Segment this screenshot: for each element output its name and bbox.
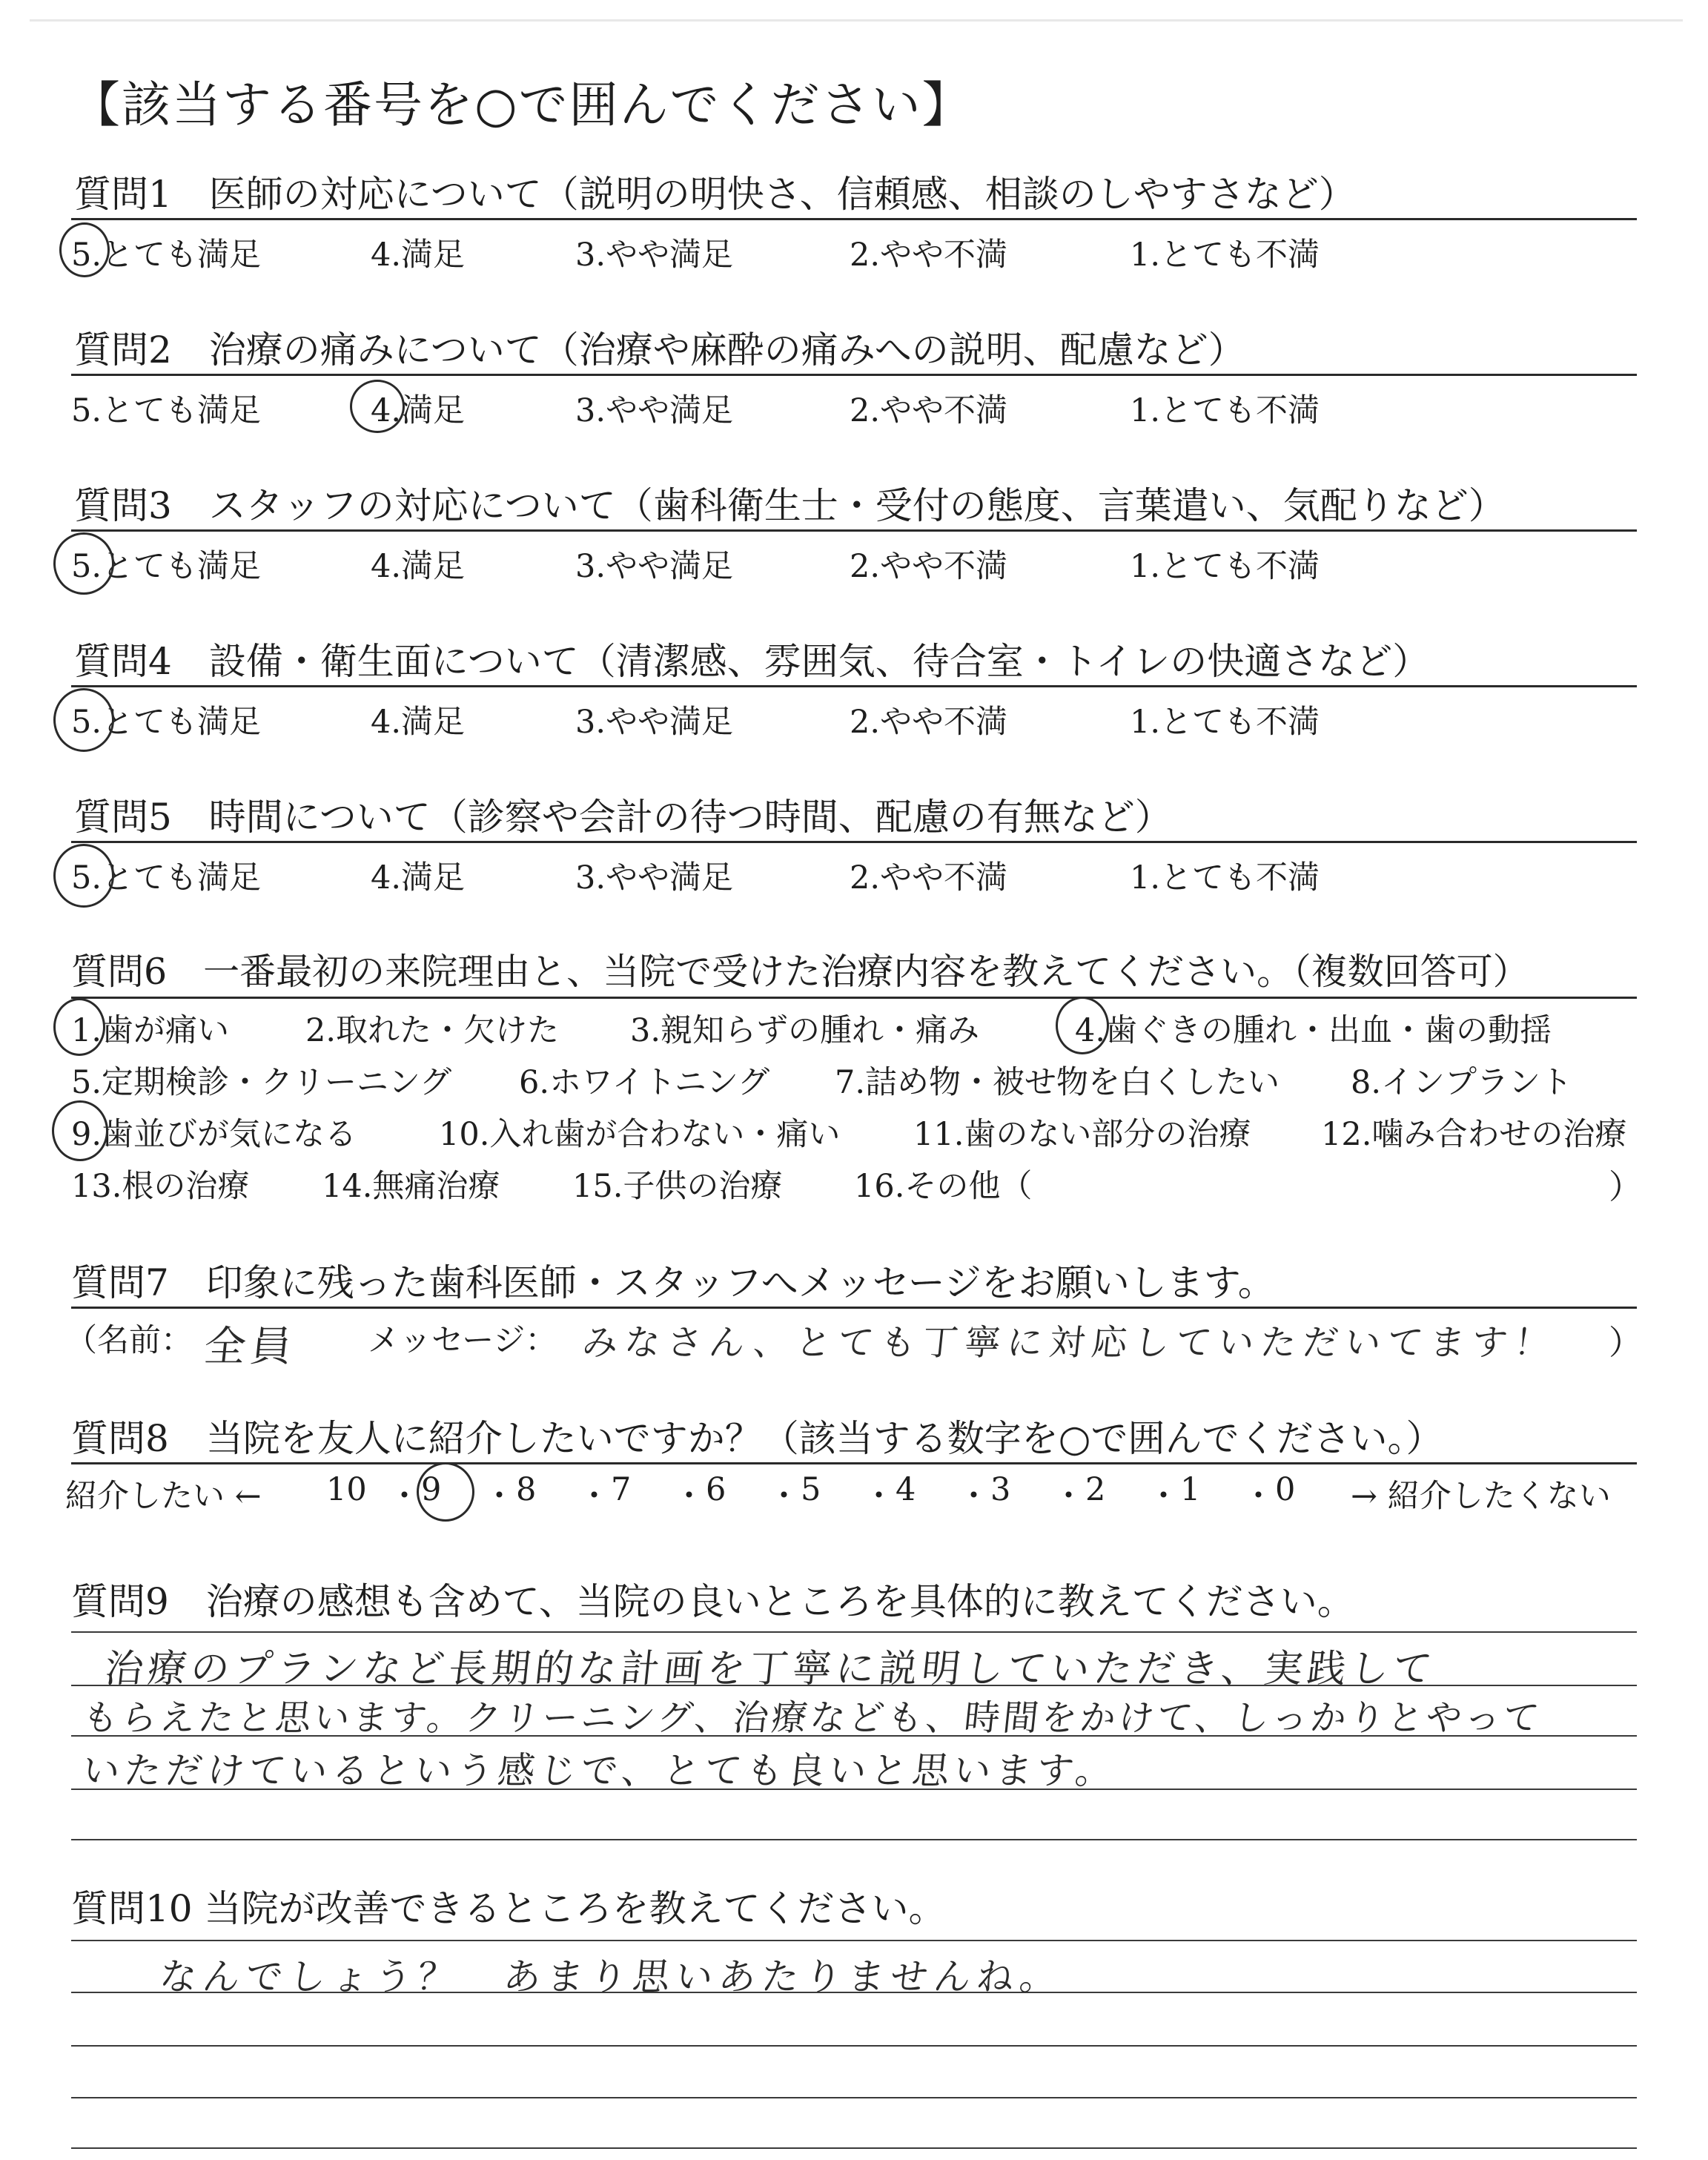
q8-right-label: → 紹介したくない	[1351, 1478, 1611, 1515]
q3-circle-mark	[53, 532, 114, 595]
q6-option-2[interactable]: 2.取れた・欠けた	[305, 1012, 560, 1049]
q2-option-1[interactable]: 1.とても不満	[1130, 392, 1320, 429]
q8-scale-0[interactable]: 0	[1275, 1471, 1296, 1508]
q4-option-2[interactable]: 2.やや不満	[850, 704, 1008, 741]
q5-option-4[interactable]: 4.満足	[371, 859, 466, 896]
q9-answer-line-3[interactable]: いただけているという感じで、とても良いと思います。	[80, 1749, 1119, 1792]
q8-scale-7[interactable]: 7	[611, 1471, 632, 1508]
q7-rule	[71, 1307, 1637, 1309]
q9-line-5	[71, 1839, 1637, 1840]
q5-rule	[71, 841, 1637, 843]
q10-title: 質問10 当院が改善できるところを教えてください。	[71, 1887, 946, 1930]
q3-option-3[interactable]: 3.やや満足	[575, 548, 734, 585]
q7-message-label: メッセージ：	[368, 1322, 557, 1359]
q8-scale-8[interactable]: 8	[516, 1471, 537, 1508]
q2-rule	[71, 374, 1637, 376]
q6-option-14[interactable]: 14.無痛治療	[322, 1168, 500, 1205]
q2-circle-mark	[350, 380, 405, 433]
q6-circle-mark-1	[53, 998, 105, 1056]
q8-scale-separator: ・	[958, 1478, 990, 1515]
q6-option-4[interactable]: 4.歯ぐきの腫れ・出血・歯の動揺	[1075, 1012, 1552, 1049]
q2-option-3[interactable]: 3.やや満足	[575, 392, 734, 429]
q1-option-4[interactable]: 4.満足	[371, 237, 466, 274]
q3-option-2[interactable]: 2.やや不満	[850, 548, 1008, 585]
q5-option-3[interactable]: 3.やや満足	[575, 859, 734, 896]
q8-scale-separator: ・	[673, 1478, 705, 1515]
q1-option-1[interactable]: 1.とても不満	[1130, 237, 1320, 274]
q5-option-5[interactable]: 5.とても満足	[71, 859, 262, 896]
q8-circle-mark-9	[417, 1462, 474, 1522]
q8-scale-separator: ・	[483, 1478, 515, 1515]
q6-circle-mark-9	[52, 1100, 108, 1161]
q6-option-3[interactable]: 3.親知らずの腫れ・痛み	[630, 1012, 980, 1049]
q3-title: 質問3 スタッフの対応について（歯科衛生士・受付の態度、言葉遣い、気配りなど）	[74, 484, 1506, 527]
q8-scale-1[interactable]: 1	[1180, 1471, 1201, 1508]
q8-rule	[71, 1462, 1637, 1464]
q8-scale-9[interactable]: 9	[421, 1471, 442, 1508]
q10-line-4	[71, 2097, 1637, 2098]
q3-rule	[71, 529, 1637, 532]
q6-option-7[interactable]: 7.詰め物・被せ物を白くしたい	[835, 1064, 1280, 1101]
q6-other-close-paren: ）	[1609, 1167, 1643, 1206]
q9-line-1	[71, 1631, 1637, 1633]
q8-left-label: 紹介したい ←	[65, 1478, 262, 1515]
q9-answer-line-2[interactable]: もらえたと思います。クリーニング、治療なども、時間をかけて、しっかりとやって	[80, 1697, 1544, 1739]
q2-title: 質問2 治療の痛みについて（治療や麻酔の痛みへの説明、配慮など）	[74, 328, 1245, 371]
page-title: 【該当する番号を○で囲んでください】	[71, 76, 973, 133]
q5-option-2[interactable]: 2.やや不満	[850, 859, 1008, 896]
q7-title: 質問7 印象に残った歯科医師・スタッフへメッセージをお願いします。	[71, 1261, 1275, 1304]
q3-option-4[interactable]: 4.満足	[371, 548, 466, 585]
q6-option-12[interactable]: 12.噛み合わせの治療	[1321, 1116, 1627, 1153]
q7-close-paren: ）	[1609, 1323, 1643, 1362]
q6-option-13[interactable]: 13.根の治療	[71, 1168, 250, 1205]
q1-option-5[interactable]: 5.とても満足	[71, 237, 262, 274]
q2-option-2[interactable]: 2.やや不満	[850, 392, 1008, 429]
q10-line-1	[71, 1940, 1637, 1941]
top-border	[30, 19, 1683, 22]
q8-scale-6[interactable]: 6	[706, 1471, 726, 1508]
q4-option-1[interactable]: 1.とても不満	[1130, 704, 1320, 741]
q4-option-4[interactable]: 4.満足	[371, 704, 466, 741]
q2-option-5[interactable]: 5.とても満足	[71, 392, 262, 429]
q4-circle-mark	[53, 688, 114, 752]
q10-line-3	[71, 2045, 1637, 2047]
q10-line-5	[71, 2147, 1637, 2149]
q7-name-value[interactable]: 全員	[202, 1323, 299, 1371]
q6-option-8[interactable]: 8.インプラント	[1351, 1064, 1573, 1101]
q1-title: 質問1 医師の対応について（説明の明快さ、信頼感、相談のしやすさなど）	[74, 173, 1356, 216]
q2-option-4[interactable]: 4.満足	[371, 392, 466, 429]
q8-scale-4[interactable]: 4	[896, 1471, 916, 1508]
q6-option-15[interactable]: 15.子供の治療	[572, 1168, 783, 1205]
q6-option-11[interactable]: 11.歯のない部分の治療	[913, 1116, 1251, 1153]
q1-option-3[interactable]: 3.やや満足	[575, 237, 734, 274]
q5-circle-mark	[53, 844, 114, 908]
q9-title: 質問9 治療の感想も含めて、当院の良いところを具体的に教えてください。	[71, 1580, 1354, 1623]
q8-scale-10[interactable]: 10	[326, 1471, 367, 1508]
q5-title: 質問5 時間について（診察や会計の待つ時間、配慮の有無など）	[74, 796, 1172, 839]
q6-title: 質問6 一番最初の来院理由と、当院で受けた治療内容を教えてください。（複数回答可）	[71, 951, 1529, 993]
q4-option-5[interactable]: 5.とても満足	[71, 704, 262, 741]
q6-option-10[interactable]: 10.入れ歯が合わない・痛い	[439, 1116, 841, 1153]
q7-message-value[interactable]: みなさん、とても丁寧に対応していただいてます！	[580, 1322, 1559, 1364]
q4-option-3[interactable]: 3.やや満足	[575, 704, 734, 741]
q8-scale-separator: ・	[578, 1478, 610, 1515]
q9-answer-line-1[interactable]: 治療のプランなど長期的な計画を丁寧に説明していただき、実践して	[102, 1647, 1439, 1691]
q1-option-2[interactable]: 2.やや不満	[850, 237, 1008, 274]
q8-scale-separator: ・	[1242, 1478, 1274, 1515]
q3-option-5[interactable]: 5.とても満足	[71, 548, 262, 585]
q3-option-1[interactable]: 1.とても不満	[1130, 548, 1320, 585]
q10-answer-line-1[interactable]: なんでしょう？ あまり思いあたりませんね。	[157, 1955, 1065, 1998]
q8-scale-separator: ・	[1053, 1478, 1085, 1515]
q6-option-6[interactable]: 6.ホワイトニング	[519, 1064, 770, 1101]
q8-scale-2[interactable]: 2	[1085, 1471, 1106, 1508]
q6-option-5[interactable]: 5.定期検診・クリーニング	[71, 1064, 452, 1101]
q8-scale-separator: ・	[863, 1478, 895, 1515]
q8-scale-separator: ・	[768, 1478, 800, 1515]
q6-circle-mark-4	[1056, 997, 1109, 1054]
q6-option-1[interactable]: 1.歯が痛い	[71, 1012, 230, 1049]
q7-name-label: （名前：	[65, 1322, 193, 1359]
q1-circle-mark	[59, 222, 110, 277]
q6-rule	[71, 997, 1637, 999]
q4-rule	[71, 685, 1637, 687]
q8-title: 質問8 当院を友人に紹介したいですか？（該当する数字を○で囲んでください。）	[71, 1417, 1443, 1460]
q5-option-1[interactable]: 1.とても不満	[1130, 859, 1320, 896]
q8-scale-3[interactable]: 3	[990, 1471, 1011, 1508]
q8-scale-separator: ・	[1148, 1478, 1179, 1515]
q1-rule	[71, 218, 1637, 220]
q4-title: 質問4 設備・衛生面について（清潔感、雰囲気、待合室・トイレの快適さなど）	[74, 640, 1430, 683]
q8-scale-separator: ・	[388, 1478, 420, 1515]
q6-option-9[interactable]: 9.歯並びが気になる	[71, 1116, 357, 1153]
q6-option-16[interactable]: 16.その他（	[854, 1168, 1033, 1205]
q8-scale-5[interactable]: 5	[801, 1471, 821, 1508]
